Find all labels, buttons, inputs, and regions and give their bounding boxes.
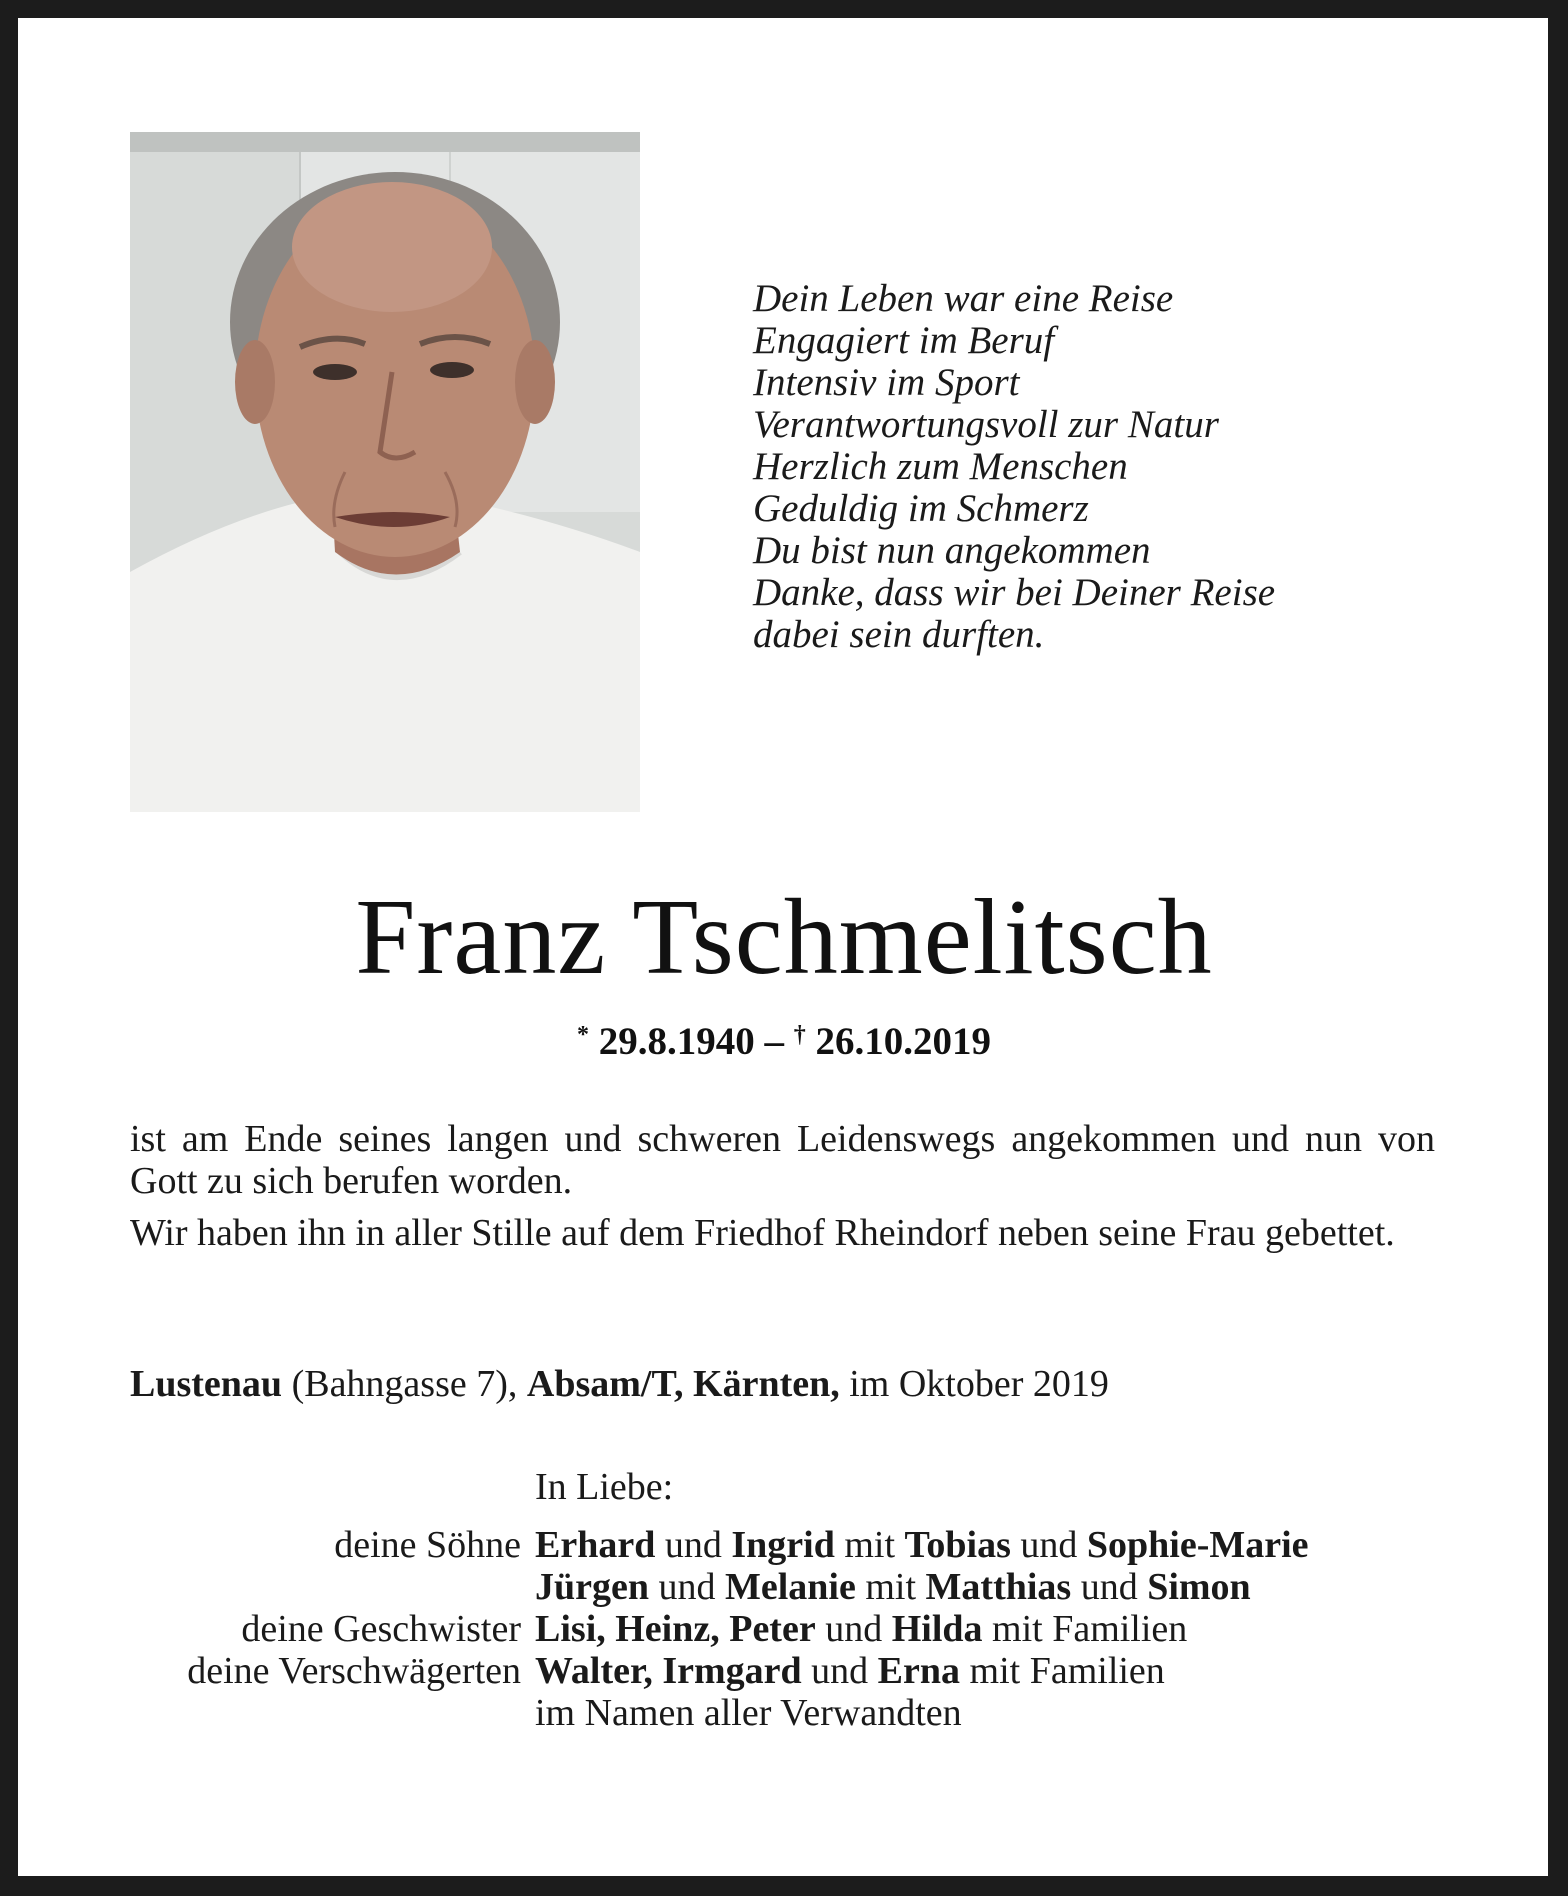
place-region: Kärnten, — [693, 1363, 840, 1405]
family-list — [130, 1466, 1440, 1734]
connector-word: und — [1020, 1524, 1078, 1566]
family-name: Erna — [877, 1650, 961, 1692]
paragraph: Wir haben ihn in aller Stille auf dem Friedhof Rheindorf neben seine Frau gebettet. — [130, 1212, 1395, 1254]
family-row-sons — [130, 1524, 1440, 1566]
inlaws-line — [535, 1650, 1165, 1692]
date-separator: – — [764, 1020, 784, 1063]
family-name: Erhard — [535, 1524, 656, 1566]
family-name: Hilda — [891, 1608, 983, 1650]
family-name: Walter, Irmgard — [535, 1650, 802, 1692]
poem-line: Dein Leben war eine Reise — [753, 277, 1174, 320]
paragraph: ist am Ende seines langen und schweren Leidenswegs angekommen und nun von Gott zu sich berufen worden. — [130, 1118, 1435, 1202]
siblings-label: deine Geschwister — [241, 1608, 521, 1650]
inlaws-label: deine Verschwägerten — [187, 1650, 521, 1692]
portrait-photo — [130, 132, 640, 812]
family-name: Jürgen — [535, 1566, 649, 1608]
place-address: (Bahngasse 7), — [291, 1363, 518, 1405]
family-name: Tobias — [904, 1524, 1011, 1566]
place-town: Lustenau — [130, 1363, 283, 1405]
sons-line — [535, 1566, 1251, 1608]
poem-line: dabei sein durften. — [753, 613, 1045, 656]
family-name: Lisi, Heinz, Peter — [535, 1608, 816, 1650]
place-date: im Oktober 2019 — [849, 1363, 1109, 1405]
poem-line: Herzlich zum Menschen — [753, 445, 1128, 488]
poem — [753, 278, 1433, 656]
poem-line: Engagiert im Beruf — [753, 319, 1055, 362]
sons-line — [535, 1524, 1309, 1566]
siblings-line — [535, 1608, 1187, 1650]
death-symbol: † — [793, 1022, 806, 1048]
birth-date: 29.8.1940 — [598, 1020, 755, 1063]
family-name: Melanie — [725, 1566, 856, 1608]
sons-label: deine Söhne — [334, 1524, 521, 1566]
connector-word: mit Familien — [969, 1650, 1165, 1692]
connector-word: mit Familien — [992, 1608, 1188, 1650]
announcement-text — [130, 1118, 1435, 1264]
life-dates — [0, 1010, 1568, 1067]
family-intro-row — [130, 1466, 1440, 1508]
poem-line: Du bist nun angekommen — [753, 529, 1151, 572]
family-row-closing — [130, 1692, 1440, 1734]
connector-word: und — [658, 1566, 716, 1608]
family-name: Sophie-Marie — [1086, 1524, 1309, 1566]
portrait-illustration — [130, 132, 640, 812]
place-town2: Absam/T, — [526, 1363, 684, 1405]
connector-word: und — [664, 1524, 722, 1566]
death-date: 26.10.2019 — [815, 1020, 991, 1063]
poem-line: Verantwortungsvoll zur Natur — [753, 403, 1219, 446]
family-name: Ingrid — [731, 1524, 835, 1566]
connector-word: und — [1080, 1566, 1138, 1608]
family-row-siblings — [130, 1608, 1440, 1650]
poem-line: Geduldig im Schmerz — [753, 487, 1089, 530]
connector-word: mit — [844, 1524, 896, 1566]
birth-symbol: * — [577, 1022, 589, 1048]
place-and-date — [130, 1362, 1435, 1406]
deceased-name: Franz Tschmelitsch — [355, 878, 1213, 997]
family-name: Matthias — [925, 1566, 1072, 1608]
connector-word: mit — [865, 1566, 917, 1608]
family-row-sons-2 — [130, 1566, 1440, 1608]
family-intro: In Liebe: — [535, 1466, 674, 1508]
connector-word: und — [825, 1608, 883, 1650]
family-row-inlaws — [130, 1650, 1440, 1692]
poem-line: Intensiv im Sport — [753, 361, 1020, 404]
poem-line: Danke, dass wir bei Deiner Reise — [753, 571, 1276, 614]
family-name: Simon — [1147, 1566, 1251, 1608]
connector-word: und — [811, 1650, 869, 1692]
family-closing: im Namen aller Verwandten — [535, 1692, 962, 1734]
